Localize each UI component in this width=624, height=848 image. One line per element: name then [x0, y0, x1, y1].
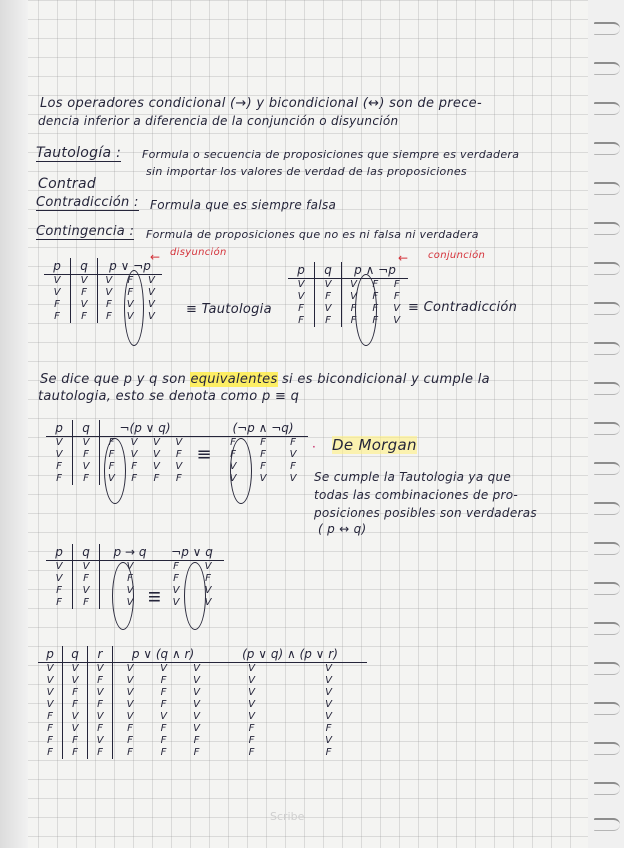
equivalence-line-2: tautologia, esto se denota como p ≡ q — [38, 389, 300, 404]
page-left-margin — [0, 0, 28, 848]
table-cell: V — [55, 437, 63, 448]
table-cell: F — [160, 687, 167, 698]
table-cell: F — [100, 449, 123, 461]
equivalence-post: si es bicondicional y cumple la — [281, 372, 490, 387]
table-cell: V — [193, 711, 200, 722]
header-disjunction: ¬p ∨ q — [160, 544, 224, 561]
table-cell: V — [73, 461, 100, 473]
arrow-icon: ← — [398, 251, 409, 265]
table-cell: V — [204, 561, 212, 572]
result-circle — [230, 438, 252, 504]
table-row — [44, 275, 162, 288]
table-row — [46, 461, 308, 473]
result-cell: V — [147, 311, 155, 322]
equivalentes-highlight: equivalentes — [190, 372, 278, 387]
table-cell: V — [100, 561, 161, 574]
table-cell: F — [160, 747, 167, 758]
contingencia-def: Formula de proposiciones que no es ni falsa ni verdadera — [146, 228, 479, 241]
table-cell: F — [342, 303, 366, 315]
table-cell: F — [98, 311, 120, 323]
table-cell: V — [325, 687, 332, 698]
table-cell: F — [230, 437, 236, 448]
table-cell: F — [248, 723, 255, 734]
table-cell: F — [113, 747, 148, 759]
result-circle — [184, 562, 206, 630]
table-cell: V — [160, 711, 167, 722]
header-q: q — [73, 420, 100, 437]
result-circle — [104, 438, 126, 504]
header-right-expression: (p ∨ q) ∧ (p ∨ r) — [213, 646, 367, 663]
table-cell: V — [325, 711, 332, 722]
table-row — [38, 663, 367, 676]
header-left-expression: p ∨ (q ∧ r) — [113, 646, 214, 663]
result-circle — [355, 274, 377, 346]
table-cell: V — [193, 699, 200, 710]
header-r: r — [88, 646, 113, 663]
result-cell: V — [147, 287, 155, 298]
table-row — [46, 449, 308, 461]
table-cell: V — [46, 687, 54, 698]
table-cell: F — [193, 735, 200, 746]
table-cell: F — [54, 299, 60, 310]
table-cell: V — [297, 291, 305, 302]
table-cell: V — [393, 315, 401, 326]
table-cell: V — [289, 449, 297, 460]
table-cell: F — [325, 723, 332, 734]
table-cell: V — [73, 437, 100, 450]
table-cell: V — [100, 585, 161, 597]
contingencia-term: Contingencia : — [36, 224, 135, 239]
contradiccion-term: Contradicción : — [36, 195, 139, 210]
table-cell: V — [55, 561, 63, 572]
de-morgan-line-3: posiciones posibles son verdaderas — [314, 506, 537, 520]
result-cell: V — [147, 275, 155, 286]
table-cell: V — [297, 279, 305, 290]
header-p: p — [44, 258, 71, 275]
table-cell: F — [71, 287, 98, 299]
table-cell: V — [248, 687, 255, 698]
table-cell: V — [204, 597, 212, 608]
header-q: q — [315, 262, 342, 279]
table-cell: V — [193, 687, 200, 698]
tautologia-def-1: Formula o secuencia de proposiciones que siempre es verdadera — [142, 148, 520, 161]
table-cell: F — [393, 291, 400, 302]
table-cell: V — [98, 287, 120, 299]
table-cell: F — [230, 449, 236, 460]
table-gap — [190, 473, 218, 485]
table-cell: F — [56, 461, 62, 472]
table-cell: V — [175, 461, 183, 472]
table-cell: V — [325, 699, 332, 710]
table-cell: F — [63, 687, 88, 699]
table-cell: V — [259, 473, 267, 484]
table-cell: V — [248, 711, 255, 722]
equivalence-pre: Se dice que p y q son — [40, 372, 187, 387]
table-row — [38, 675, 367, 687]
conjuncion-label: conjunción — [428, 250, 486, 261]
table-cell: F — [248, 735, 255, 746]
table-row — [38, 711, 367, 723]
table-cell: F — [290, 437, 296, 448]
header-conditional: p → q — [100, 544, 161, 561]
table-cell: V — [88, 663, 113, 676]
table-header-row — [38, 646, 367, 663]
result-cell: V — [147, 299, 155, 310]
table-row — [288, 279, 408, 292]
table-cell: V — [63, 663, 88, 676]
contradiccion-result: ≡ Contradicción — [408, 300, 518, 315]
table-row — [46, 473, 308, 485]
table-cell: F — [315, 291, 342, 303]
table-cell: V — [204, 585, 212, 596]
table-cell: F — [88, 699, 113, 711]
header-p: p — [38, 646, 63, 663]
table-cell: V — [88, 735, 113, 747]
table-cell: F — [47, 735, 53, 746]
table-cell: F — [127, 287, 134, 298]
table-row — [38, 735, 367, 747]
tautologia-result: ≡ Tautologia — [186, 302, 272, 317]
table-row — [288, 315, 408, 327]
table-cell: V — [113, 699, 148, 711]
table-cell: V — [88, 711, 113, 723]
contradiccion-def: Formula que es siempre falsa — [150, 198, 337, 212]
table-cell: F — [298, 315, 304, 326]
header-q: q — [63, 646, 88, 663]
table-cell: V — [248, 699, 255, 710]
precedence-line-1: Los operadores condicional (→) y bicondicional (↔) son de prece- — [40, 96, 482, 111]
table-cell: F — [63, 735, 88, 747]
table-cell: V — [98, 275, 120, 288]
table-header-row — [46, 544, 224, 561]
table-row — [44, 299, 162, 311]
table-cell: V — [113, 711, 148, 723]
disyuncion-label: disyunción — [170, 247, 227, 258]
table-cell: F — [260, 437, 266, 448]
table-cell: V — [172, 597, 180, 608]
table-cell: V — [229, 461, 237, 472]
table-cell: V — [248, 663, 255, 674]
de-morgan-title-text: De Morgan — [332, 436, 417, 454]
table-cell: F — [160, 735, 167, 746]
table-cell: V — [126, 311, 134, 322]
table-cell: F — [113, 735, 148, 747]
table-row — [288, 303, 408, 315]
de-morgan-line-4: ( p ↔ q) — [318, 522, 367, 536]
table-cell: F — [290, 461, 296, 472]
table-cell: F — [173, 561, 179, 572]
table-cell: F — [47, 711, 53, 722]
table-cell: F — [47, 723, 53, 734]
de-morgan-line-1: Se cumple la Tautologia ya que — [314, 470, 512, 484]
table-cell: F — [113, 723, 148, 735]
tautologia-truth-table — [44, 258, 162, 323]
table-cell: F — [193, 747, 200, 758]
table-cell: V — [193, 723, 200, 734]
table-cell: F — [54, 311, 60, 322]
table-header-row — [44, 258, 162, 275]
header-expression: p ∨ ¬p — [98, 258, 163, 275]
table-cell: F — [73, 597, 100, 609]
table-cell: V — [325, 735, 332, 746]
equivalence-sign: ≡ — [148, 585, 162, 610]
table-gap: ≡ — [196, 444, 212, 465]
table-cell: F — [260, 461, 266, 472]
table-cell: F — [127, 275, 134, 286]
table-cell: V — [53, 287, 61, 298]
table-cell: F — [342, 315, 366, 327]
table-cell: V — [229, 473, 237, 484]
table-cell: F — [100, 573, 161, 585]
table-cell: V — [325, 663, 332, 674]
result-circle — [124, 270, 144, 346]
table-cell: V — [153, 449, 160, 460]
table-cell: F — [315, 315, 342, 327]
table-cell: V — [342, 291, 366, 303]
header-expression: p ∧ ¬p — [342, 262, 409, 279]
arrow-icon: ← — [150, 250, 161, 264]
table-cell: F — [47, 747, 53, 758]
header-p: p — [46, 544, 73, 561]
table-cell: V — [130, 449, 138, 460]
table-row — [44, 287, 162, 299]
table-cell: F — [100, 461, 123, 473]
table-cell: F — [73, 573, 100, 585]
tautologia-term: Tautología : — [36, 145, 122, 161]
table-cell: V — [46, 699, 54, 710]
table-cell: V — [248, 675, 255, 686]
table-cell: V — [315, 279, 342, 292]
table-cell: V — [153, 437, 160, 448]
table-header-row — [46, 420, 308, 437]
table-cell: F — [73, 473, 100, 485]
table-cell: V — [113, 663, 148, 676]
de-morgan-line-2: todas las combinaciones de pro- — [314, 488, 519, 502]
table-cell: F — [248, 747, 255, 758]
table-cell: F — [298, 303, 304, 314]
result-circle — [112, 562, 134, 630]
table-cell: F — [372, 303, 379, 314]
table-row — [46, 437, 308, 450]
table-cell: V — [63, 675, 88, 687]
header-left-expression: ¬(p ∨ q) — [100, 420, 191, 437]
bullet-mark: · — [312, 440, 316, 454]
table-cell: F — [153, 473, 160, 484]
table-header-row — [288, 262, 408, 279]
table-cell: V — [130, 437, 138, 448]
table-cell: V — [46, 675, 54, 686]
table-cell: F — [325, 747, 332, 758]
table-cell: V — [172, 585, 180, 596]
table-row — [38, 723, 367, 735]
header-p: p — [288, 262, 315, 279]
table-cell: F — [160, 699, 167, 710]
footer-mark: Scribe — [270, 810, 305, 823]
table-cell: F — [372, 315, 379, 326]
table-cell: F — [71, 311, 98, 323]
table-cell: V — [71, 275, 98, 288]
table-cell: V — [55, 573, 63, 584]
table-cell: V — [100, 597, 161, 609]
table-cell: F — [131, 473, 137, 484]
table-cell: F — [98, 299, 120, 311]
table-cell: V — [342, 279, 366, 292]
tautologia-def-2: sin importar los valores de verdad de las proposiciones — [146, 165, 467, 178]
table-cell: V — [46, 663, 54, 674]
table-cell: F — [372, 279, 379, 290]
table-row — [38, 699, 367, 711]
header-q: q — [73, 544, 100, 561]
table-cell: F — [173, 573, 179, 584]
table-cell: F — [56, 473, 62, 484]
table-cell: V — [73, 585, 100, 597]
de-morgan-truth-table — [46, 420, 308, 485]
table-cell: V — [126, 299, 134, 310]
table-cell: F — [63, 747, 88, 759]
table-cell: F — [100, 437, 123, 450]
table-cell: F — [260, 449, 266, 460]
table-cell: V — [53, 275, 61, 286]
table-cell: F — [175, 473, 182, 484]
table-cell: F — [160, 675, 167, 686]
table-cell: V — [88, 687, 113, 699]
table-cell: F — [160, 723, 167, 734]
table-row — [288, 291, 408, 303]
table-cell: F — [88, 675, 113, 687]
table-cell: V — [289, 473, 297, 484]
table-cell: F — [88, 747, 113, 759]
table-cell: F — [175, 449, 182, 460]
table-cell: V — [100, 473, 123, 485]
table-cell: V — [153, 461, 160, 472]
table-cell: V — [160, 663, 167, 674]
table-cell: F — [73, 449, 100, 461]
equivalence-line-1 — [40, 372, 490, 387]
table-cell: F — [393, 279, 400, 290]
header-p: p — [46, 420, 73, 437]
contradiccion-truth-table — [288, 262, 408, 327]
precedence-line-2: dencia inferior a diferencia de la conjunción o disyunción — [38, 114, 399, 128]
table-cell: V — [55, 449, 63, 460]
distributiva-truth-table — [38, 646, 367, 759]
table-cell: F — [63, 699, 88, 711]
table-cell: F — [131, 461, 137, 472]
table-cell: V — [325, 675, 332, 686]
table-cell: F — [88, 723, 113, 735]
contrad-word: Contrad — [38, 176, 97, 192]
table-cell: V — [63, 723, 88, 735]
table-row — [38, 747, 367, 759]
header-q: q — [71, 258, 98, 275]
table-cell: V — [71, 299, 98, 311]
table-row — [38, 687, 367, 699]
table-cell: V — [193, 675, 200, 686]
table-cell: V — [63, 711, 88, 723]
table-cell: V — [175, 437, 183, 448]
table-row — [44, 311, 162, 323]
de-morgan-title — [332, 436, 417, 454]
table-cell: F — [372, 291, 379, 302]
table-cell: V — [73, 561, 100, 574]
table-cell: V — [393, 303, 401, 314]
table-cell: F — [56, 597, 62, 608]
table-cell: V — [193, 663, 200, 674]
table-cell: V — [315, 303, 342, 315]
header-right-expression: (¬p ∧ ¬q) — [218, 420, 308, 437]
table-cell: V — [113, 675, 148, 687]
table-cell: F — [205, 573, 211, 584]
table-cell: V — [113, 687, 148, 699]
table-cell: F — [56, 585, 62, 596]
